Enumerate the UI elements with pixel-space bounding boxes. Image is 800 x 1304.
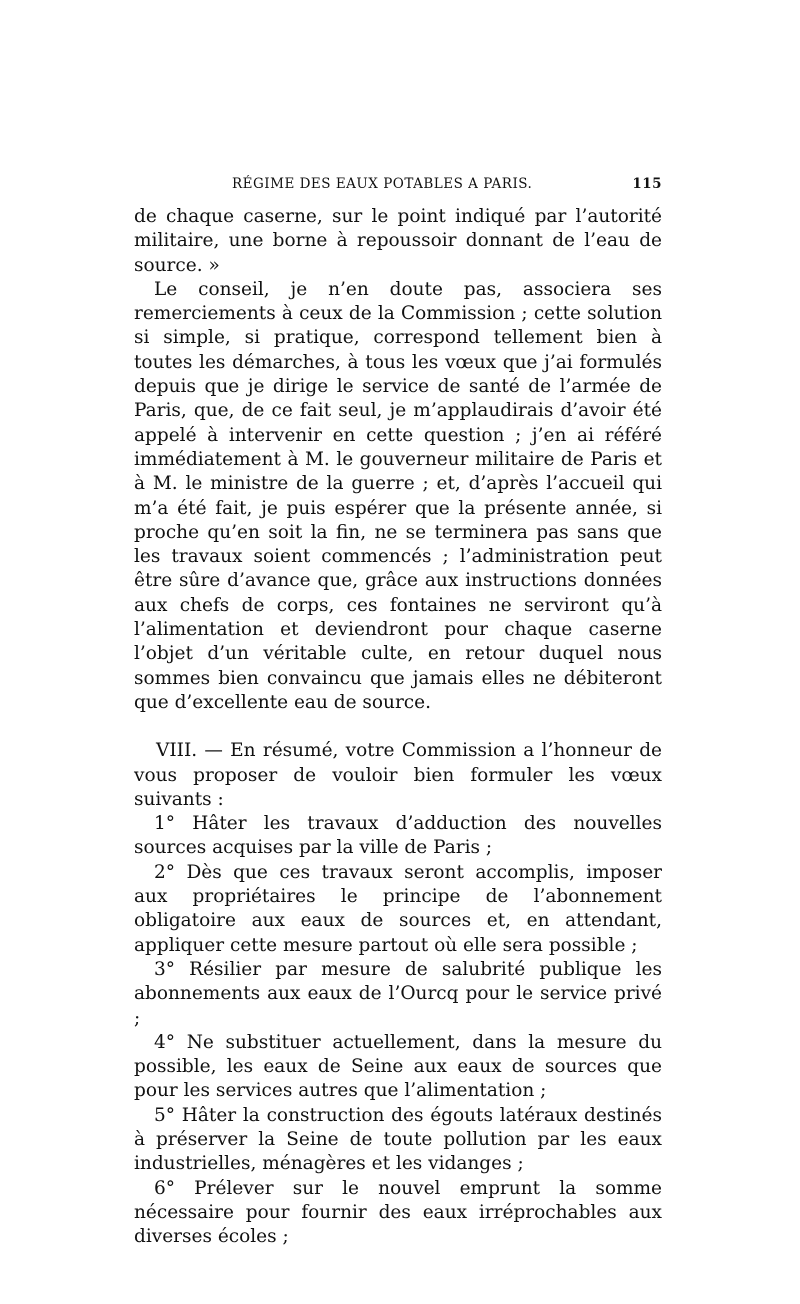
running-head: [134, 176, 662, 198]
wish-item-4: 4° Ne substituer actuellement, dans la mesure du possible, les eaux de Seine aux eaux de sources que pour les services autres que l’alimentation ;: [134, 1031, 662, 1102]
page-number: 115: [632, 176, 662, 192]
wish-item-1: 1° Hâter les travaux d’adduction des nouvelles sources acquises par la ville de Paris ;: [134, 813, 662, 859]
wish-item-3: 3° Résilier par mesure de salubrité publique les abonnements aux eaux de l’Ourcq pour le service privé ;: [134, 958, 662, 1029]
paragraph-conseil: Le conseil, je n’en doute pas, associera ses remerciements à ceux de la Commission ; cette solution si simple, si pratique, correspond tellement bien à toutes les démarches, à tous les vœux que j’ai formulés depuis que je dirige le service de santé de l’armée de Paris, que, de ce fait seul, je m’applaudirais d’avoir été appelé à intervenir en cette question ; j’en ai référé immédiatement à M. le gouverneur militaire de Paris et à M. le ministre de la guerre ; et, d’après l’accueil qui m’a été fait, je puis espérer que la présente année, si proche qu’en soit la fin, ne se terminera pas sans que les travaux soient commencés ; l’administration peut être sûre d’avance que, grâce aux instructions données aux chefs de corps, ces fontaines ne serviront qu’à l’alimentation et deviendront pour chaque caserne l’objet d’un véritable culte, en retour duquel nous sommes bien convaincu que jamais elles ne débiteront que d’excellente eau de source.: [134, 278, 662, 713]
wish-item-2: 2° Dès que ces travaux seront accomplis, imposer aux propriétaires le principe de l’abonnement obligatoire aux eaux de sources et, en attendant, appliquer cette mesure partout où elle sera possible ;: [134, 861, 662, 956]
wish-item-6: 6° Prélever sur le nouvel emprunt la somme nécessaire pour fournir des eaux irréprochables aux diverses écoles ;: [134, 1177, 662, 1248]
running-title: RÉGIME DES EAUX POTABLES A PARIS.: [232, 176, 533, 192]
body-text: [134, 205, 662, 1249]
section-viii-intro: VIII. — En résumé, votre Commission a l’honneur de vous proposer de vouloir bien formuler les vœux suivants :: [134, 740, 662, 810]
wish-item-5: 5° Hâter la construction des égouts latéraux destinés à préserver la Seine de toute pollution par les eaux industrielles, ménagères et les vidanges ;: [134, 1104, 662, 1175]
paragraph-continuation: de chaque caserne, sur le point indiqué par l’autorité militaire, une borne à repoussoir donnant de l’eau de source. »: [134, 206, 662, 276]
